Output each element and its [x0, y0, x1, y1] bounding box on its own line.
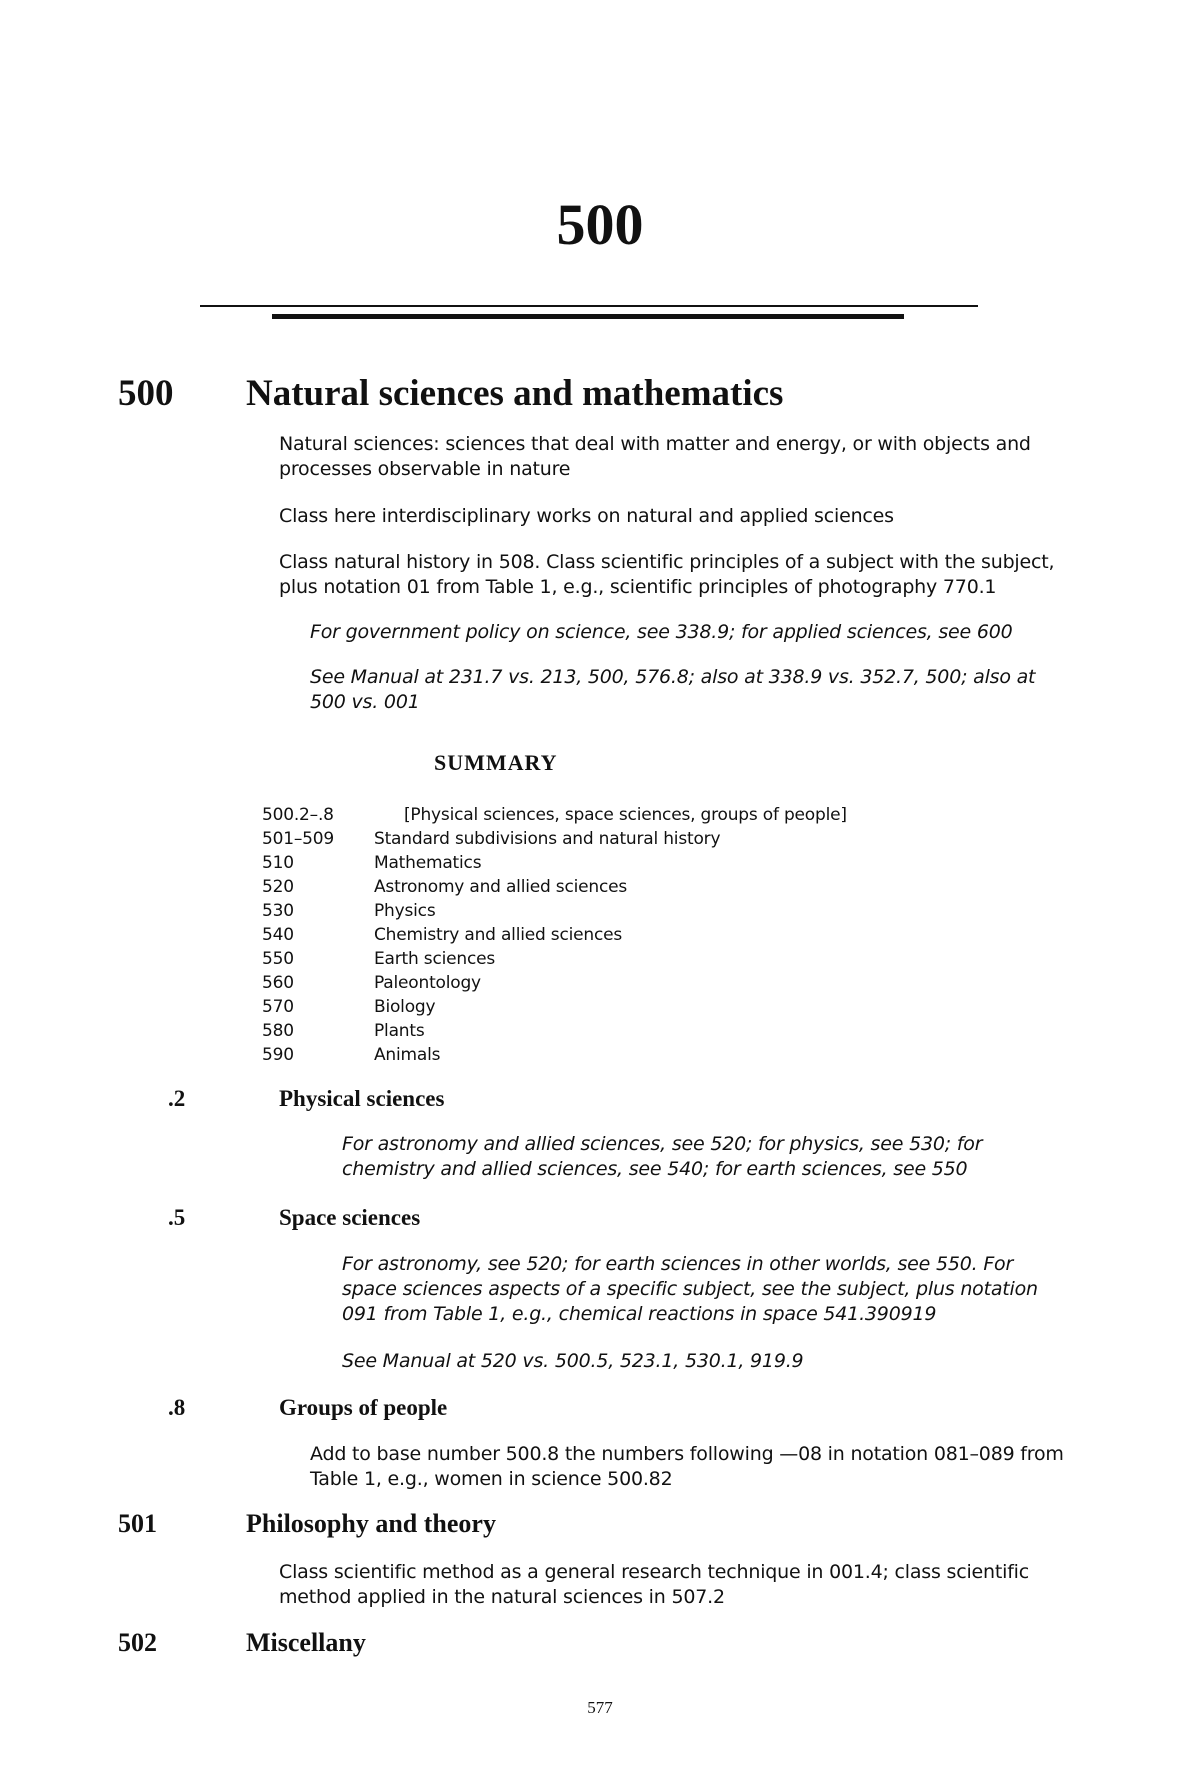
section-5-see-manual: See Manual at 520 vs. 500.5, 523.1, 530.1, 919.9 — [342, 1350, 804, 1372]
summary-label: Animals — [374, 1045, 441, 1065]
section-502-heading: Miscellany — [246, 1628, 366, 1657]
section-500-class-here: Class here interdisciplinary works on natural and applied sciences — [279, 505, 894, 527]
section-500-see-manual: See Manual at 231.7 vs. 213, 500, 576.8; also at 338.9 vs. 352.7, 500; also at 500 vs. 001 — [310, 666, 1036, 713]
summary-row — [262, 851, 962, 875]
summary-code: 501–509 — [262, 829, 334, 849]
summary-code: 580 — [262, 1021, 294, 1041]
summary-label: Mathematics — [374, 853, 482, 873]
section-500-heading: Natural sciences and mathematics — [246, 373, 784, 414]
summary-row — [262, 995, 962, 1019]
summary-code: 530 — [262, 901, 294, 921]
summary-row — [262, 827, 962, 851]
summary-label: Chemistry and allied sciences — [374, 925, 623, 945]
summary-code: 560 — [262, 973, 294, 993]
section-2-number: .2 — [168, 1086, 186, 1111]
section-501-class-elsewhere: Class scientific method as a general research technique in 001.4; class scientific method applied in the natural sciences in 507.2 — [279, 1561, 1030, 1608]
summary-label: Physics — [374, 901, 436, 921]
section-8-heading: Groups of people — [279, 1395, 448, 1420]
summary-code: 570 — [262, 997, 294, 1017]
header-rule-thin — [200, 305, 978, 307]
summary-code: 520 — [262, 877, 294, 897]
section-502-number: 502 — [118, 1628, 157, 1657]
page-title: 500 — [556, 192, 644, 257]
summary-code: 590 — [262, 1045, 294, 1065]
section-500-number: 500 — [118, 373, 174, 414]
summary-code: 500.2–.8 — [262, 805, 334, 825]
section-2-see-reference: For astronomy and allied sciences, see 520; for physics, see 530; for chemistry and allied sciences, see 540; for earth sciences, see 550 — [342, 1133, 983, 1180]
section-5-number: .5 — [168, 1205, 186, 1230]
section-2-heading: Physical sciences — [279, 1086, 445, 1111]
summary-row — [262, 899, 962, 923]
header-rule-thick — [272, 314, 904, 319]
summary-row — [262, 971, 962, 995]
section-501-number: 501 — [118, 1509, 157, 1538]
summary-list — [262, 803, 962, 1067]
summary-row — [262, 1019, 962, 1043]
section-501-heading: Philosophy and theory — [246, 1509, 496, 1538]
section-5-heading: Space sciences — [279, 1205, 421, 1230]
section-500-definition: Natural sciences: sciences that deal with matter and energy, or with objects and processes observable in nature — [279, 433, 1031, 480]
summary-row — [262, 947, 962, 971]
section-8-add-instruction: Add to base number 500.8 the numbers following —08 in notation 081–089 from Table 1, e.g., women in science 500.82 — [310, 1443, 1064, 1490]
summary-label: Paleontology — [374, 973, 481, 993]
summary-label: Plants — [374, 1021, 425, 1041]
section-8-number: .8 — [168, 1395, 186, 1420]
section-500-see-reference: For government policy on science, see 338.9; for applied sciences, see 600 — [310, 621, 1013, 643]
summary-label: Earth sciences — [374, 949, 496, 969]
section-5-see-reference: For astronomy, see 520; for earth sciences in other worlds, see 550. For space sciences aspects of a specific subject, see the subject, plus notation 091 from Table 1, e.g., chemical reactions in space 541.390919 — [342, 1253, 1038, 1325]
summary-label: [Physical sciences, space sciences, groups of people] — [404, 805, 847, 825]
section-500-class-elsewhere: Class natural history in 508. Class scientific principles of a subject with the subject, plus notation 01 from Table 1, e.g., scientific principles of photography 770.1 — [279, 551, 1055, 598]
summary-code: 510 — [262, 853, 294, 873]
summary-row — [262, 875, 962, 899]
summary-title: SUMMARY — [434, 750, 558, 775]
summary-label: Biology — [374, 997, 436, 1017]
summary-label: Astronomy and allied sciences — [374, 877, 628, 897]
summary-row — [262, 803, 962, 827]
summary-code: 540 — [262, 925, 294, 945]
summary-label: Standard subdivisions and natural history — [374, 829, 721, 849]
page-number: 577 — [587, 1698, 613, 1717]
summary-code: 550 — [262, 949, 294, 969]
summary-row — [262, 923, 962, 947]
summary-row — [262, 1043, 962, 1067]
